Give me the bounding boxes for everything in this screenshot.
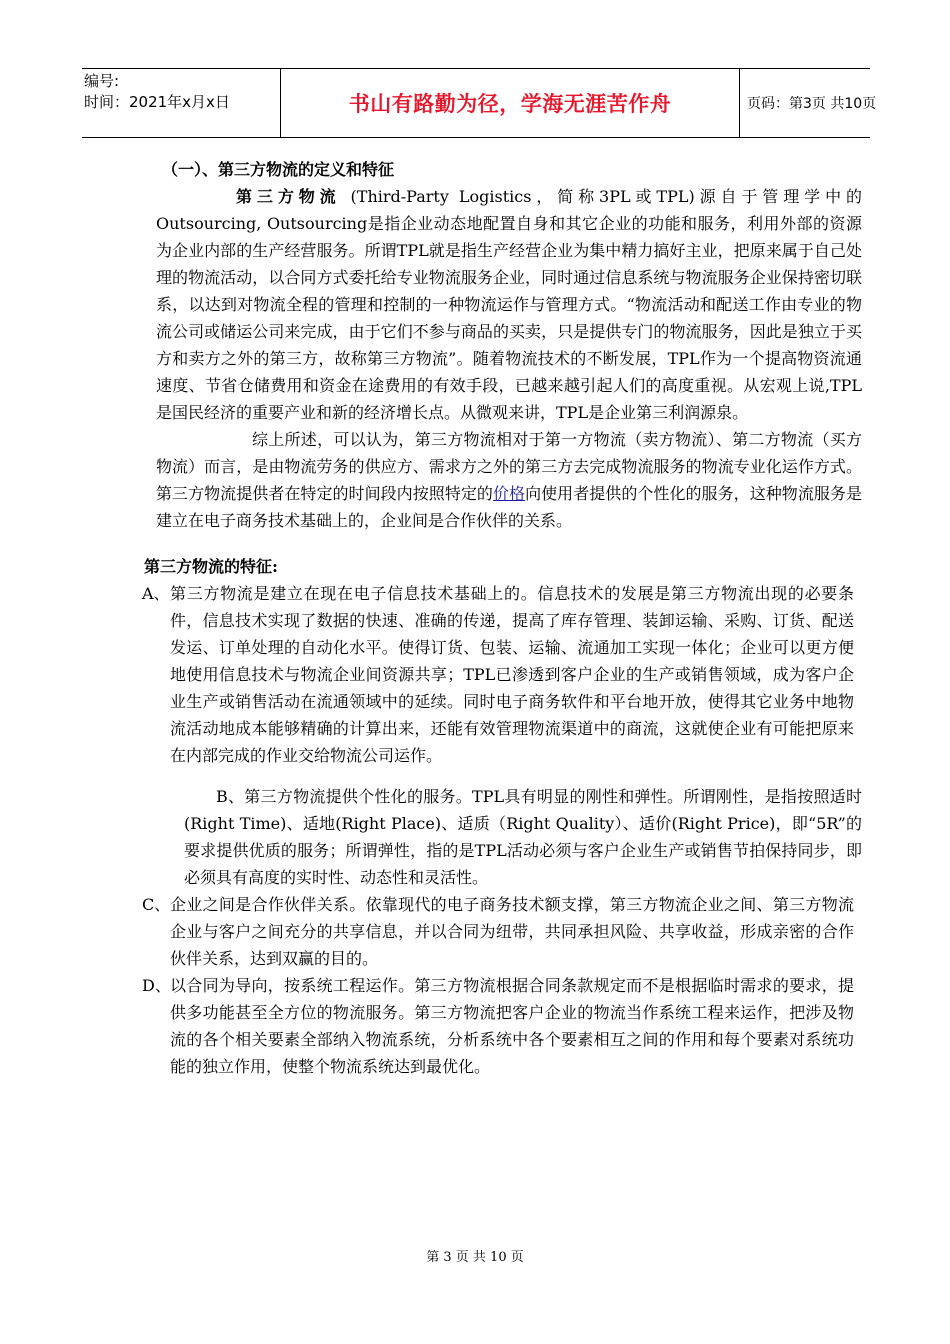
slogan: 书山有路勤为径，学海无涯苦作舟 bbox=[348, 92, 672, 116]
feature-d-text: 以合同为导向，按系统工程运作。第三方物流根据合同条款规定而不是根据临时需求的要求，提供多功能甚至全方位的物流服务。第三方物流把客户企业的物流当作系统工程来运作，把涉及物流的各个相关要素全部纳入物流系统，分析系统中各个要素相互之间的作用和每个要素对系统功能的独立作用，使整个物流系统达到最优化。 bbox=[170, 976, 854, 1076]
feature-a-text: 第三方物流是建立在现在电子信息技术基础上的。信息技术的发展是第三方物流出现的必要条件，信息技术实现了数据的快速、准确的传递，提高了库存管理、装卸运输、采购、订货、配送发运、订单处理的自动化水平。使得订货、包装、运输、流通加工实现一体化；企业可以更方便地使用信息技术与物流企业间资源共享；TPL已渗透到客户企业的生产或销售领域，成为客户企业生产或销售活动在流通领域中的延续。同时电子商务软件和平台地开放，使得其它业务中地物流活动地成本能够精确的计算出来，还能有效管理物流渠道中的商流，这就使企业有可能把原来在内部完成的作业交给物流公司运作。 bbox=[170, 584, 854, 765]
summary-text-before: 综上所述，可以认为，第三方物流相对于第一方物流（卖方物流）、第二方物流（买方物流）而言，是由物流劳务的供应方、需求方之外的第三方去完成物流服务的物流专业化运作方式。第三方物流提供者在特定的时间段内按照特定的 bbox=[156, 430, 862, 503]
feature-d bbox=[142, 972, 854, 1080]
definition-text: (Third-Party Logistics，简称3PL或TPL)源自于管理学中的Outsourcing, Outsourcing是指企业动态地配置自身和其它企业的功能和服务，利用外部的资源为企业内部的生产经营服务。所谓TPL就是指生产经营企业为集中精力搞好主业，把原来属于自己处理的物流活动，以合同方式委托给专业物流服务企业，同时通过信息系统与物流服务企业保持密切联系，以达到对物流全程的管理和控制的一种物流运作与管理方式。“物流活动和配送工作由专业的物流公司或储运公司来完成，由于它们不参与商品的买卖，只是提供专门的物流服务，因此是独立于买方和卖方之外的第三方，故称第三方物流”。随着物流技术的不断发展，TPL作为一个提高物资流通速度、节省仓储费用和资金在途费用的有效手段，已越来越引起人们的高度重视。从宏观上说,TPL是国民经济的重要产业和新的经济增长点。从微观来讲，TPL是企业第三利润源泉。 bbox=[156, 187, 862, 422]
feature-c bbox=[142, 891, 854, 972]
summary-text-after: 向使用者提供的个性化的服务，这种物流服务是建立在电子商务技术基础上的，企业间是合作伙伴的关系。 bbox=[156, 484, 862, 530]
feature-a bbox=[142, 580, 854, 769]
header-meta bbox=[82, 69, 280, 137]
document-header bbox=[82, 68, 877, 138]
price-link[interactable]: 价格 bbox=[492, 484, 526, 503]
section-title: （一）、第三方物流的定义和特征 bbox=[162, 160, 395, 179]
feature-c-marker: C、 bbox=[142, 895, 171, 914]
feature-d-marker: D、 bbox=[142, 976, 171, 995]
definition-paragraph bbox=[156, 183, 862, 426]
header-slogan-cell bbox=[280, 69, 740, 137]
summary-paragraph bbox=[156, 426, 862, 534]
features-title: 第三方物流的特征: bbox=[144, 557, 278, 576]
term-bold: 第三方物流 bbox=[236, 187, 341, 206]
feature-c-text: 企业之间是合作伙伴关系。依靠现代的电子商务技术额支撑，第三方物流企业之间、第三方物流企业与客户之间充分的共享信息，并以合同为纽带，共同承担风险、共享收益，形成亲密的合作伙伴关系，达到双赢的目的。 bbox=[170, 895, 854, 968]
date-label: 时间：2021年x月x日 bbox=[84, 93, 230, 111]
document-body bbox=[142, 156, 862, 1080]
feature-a-marker: A、 bbox=[142, 584, 170, 603]
feature-b: B、第三方物流提供个性化的服务。TPL具有明显的刚性和弹性。所谓刚性，是指按照适时(Right Time)、适地(Right Place)、适质（Right Quality）、适价(Right Price)，即“5R”的要求提供优质的服务；所谓弹性，指的是TPL活动必须与客户企业生产或销售节拍保持同步，即必须具有高度的实时性、动态性和灵活性。 bbox=[184, 787, 862, 887]
page-info: 页码：第3页 共10页 bbox=[747, 96, 877, 112]
page-footer: 第 3 页 共 10 页 bbox=[426, 1250, 524, 1265]
number-label: 编号: bbox=[84, 72, 120, 90]
